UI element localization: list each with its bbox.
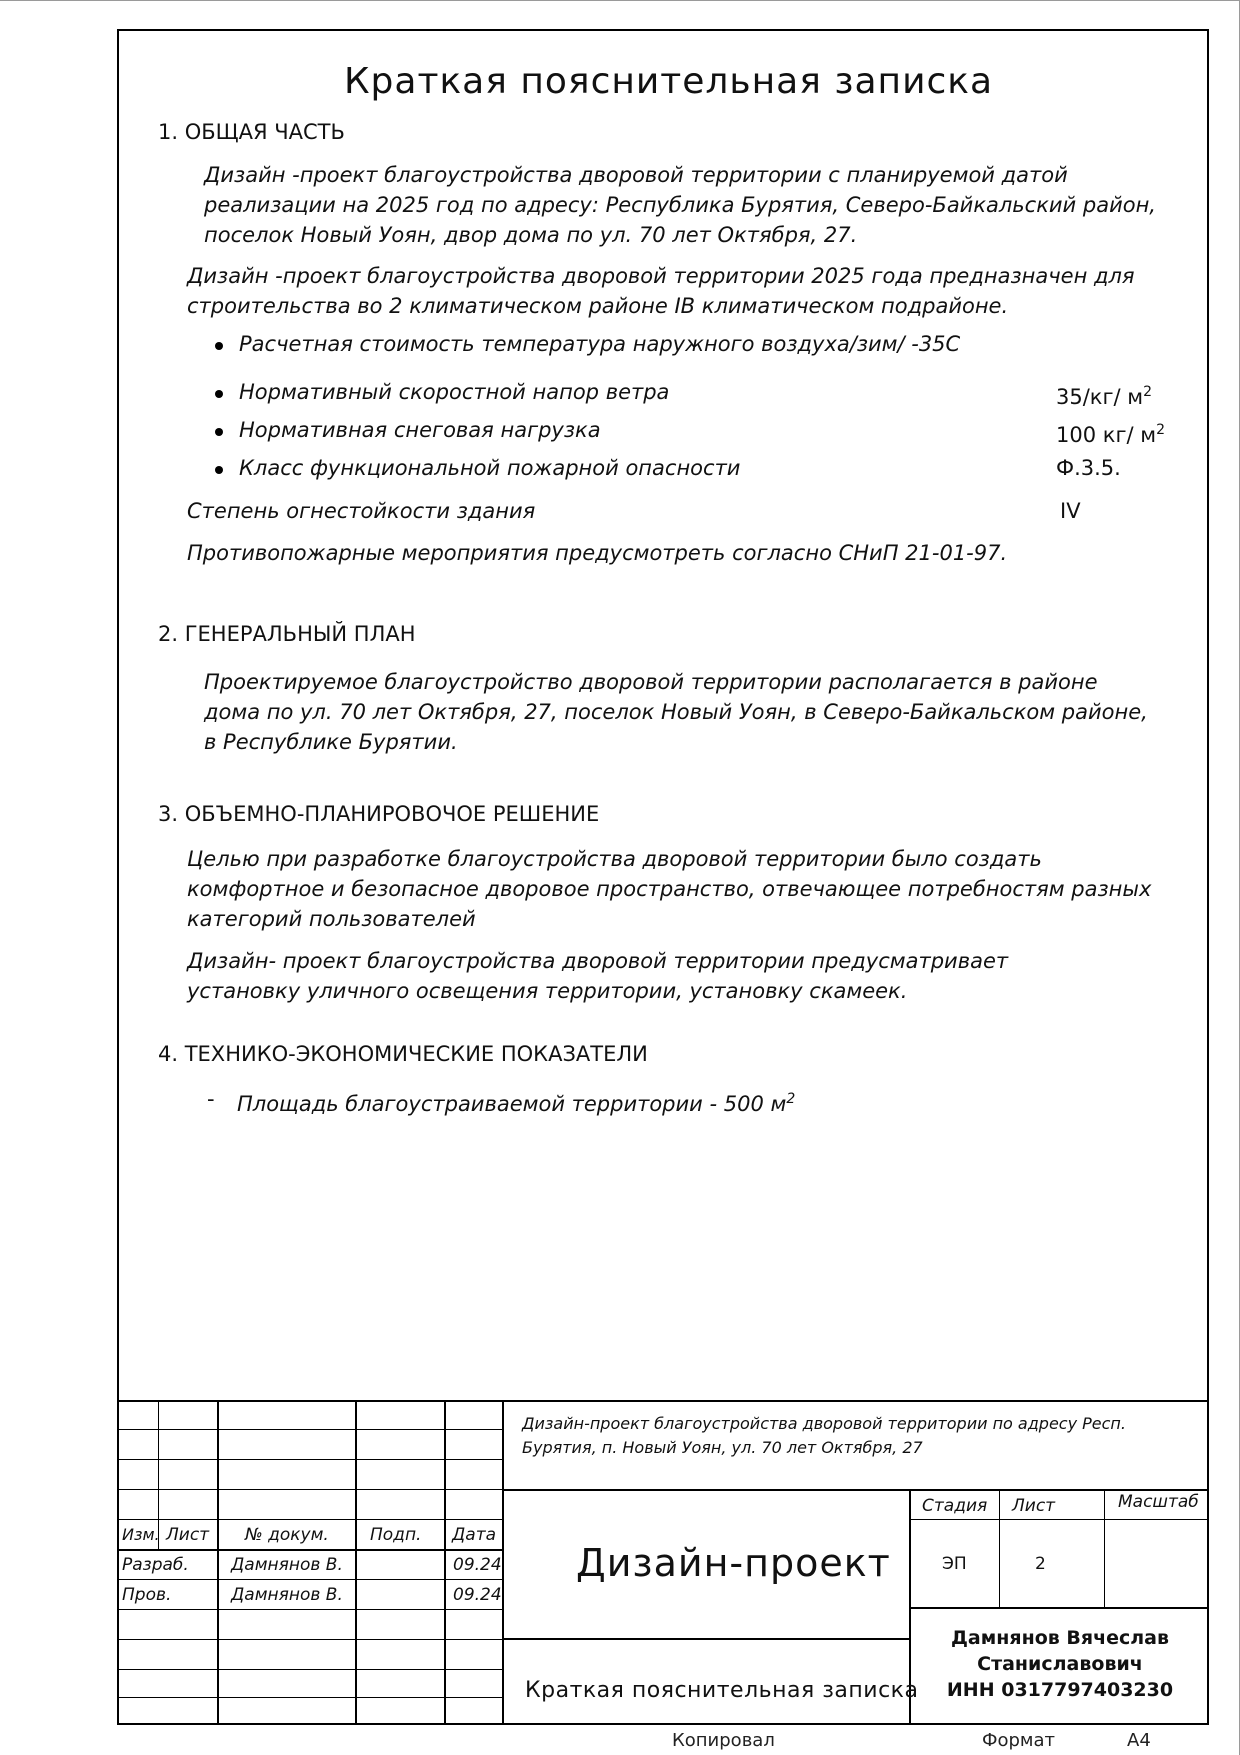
bullet-icon: [215, 466, 223, 474]
format-label: Формат: [982, 1730, 1056, 1751]
fire-resistance-label: Степень огнестойкости здания: [187, 499, 536, 523]
project-description: Дизайн-проект благоустройства дворовой территории по адресу Респ. Бурятия, п. Новый Уоян, ул. 70 лет Октября, 27: [522, 1414, 1126, 1457]
paragraph-line: дома по ул. 70 лет Октября, 27, поселок Новый Уоян, в Северо-Байкальском районе,: [204, 700, 1148, 724]
format-value: А4: [1127, 1730, 1151, 1751]
paragraph-line: категорий пользователей: [187, 907, 476, 931]
org-name-line: Станиславович: [977, 1653, 1143, 1675]
header-col-change: Изм.: [122, 1525, 160, 1544]
paragraph-line: в Республике Бурятии.: [204, 730, 458, 754]
paragraph-line: Целью при разработке благоустройства дворовой территории было создать: [187, 847, 1042, 871]
organization: [911, 1625, 1209, 1703]
project-type: Дизайн-проект: [576, 1541, 891, 1585]
page-title: Краткая пояснительная записка: [344, 61, 994, 102]
header-col-date: Дата: [452, 1525, 497, 1545]
row-date: 09.24: [453, 1585, 502, 1605]
section-heading-general: 1. ОБЩАЯ ЧАСТЬ: [158, 120, 345, 144]
copied-label: Копировал: [672, 1730, 775, 1751]
stage-value: ЭП: [942, 1554, 967, 1574]
section-heading-general-plan: 2. ГЕНЕРАЛЬНЫЙ ПЛАН: [158, 622, 416, 646]
drawing-frame: [117, 29, 1209, 1725]
paragraph-line: Дизайн -проект благоустройства дворовой территории 2025 года предназначен для: [187, 264, 1135, 288]
area-indicator: Площадь благоустраиваемой территории - 500 $м^2$: [237, 1091, 796, 1116]
paragraph-line: Проектируемое благоустройство дворовой территории располагается в районе: [204, 670, 1098, 694]
bullet-label: Нормативная снеговая нагрузка: [239, 418, 601, 442]
header-col-sheet: Лист: [166, 1525, 210, 1545]
sheet-edge: [0, 0, 1240, 1]
paragraph-line: Дизайн -проект благоустройства дворовой территории с планируемой датой: [204, 163, 1068, 187]
fire-measures: Противопожарные мероприятия предусмотреть согласно СНиП 21-01-97.: [187, 541, 1008, 565]
org-name-line: Дамнянов Вячеслав: [950, 1627, 1170, 1649]
paragraph-line: Дизайн- проект благоустройства дворовой территории предусматривает: [187, 949, 1009, 973]
row-role: Разраб.: [122, 1555, 189, 1575]
header-col-signature: Подп.: [370, 1525, 422, 1545]
bullet-value: 100 кг/ $м^2$: [1056, 422, 1165, 447]
bullet-label: Класс функциональной пожарной опасности: [239, 456, 741, 480]
row-role: Пров.: [122, 1585, 172, 1605]
bullet-value: 35/кг/ $м^2$: [1056, 384, 1153, 409]
org-tax-id: ИНН 0317797403230: [946, 1679, 1174, 1701]
bullet-label: Нормативный скоростной напор ветра: [239, 380, 670, 404]
sheet-value: 2: [1035, 1554, 1046, 1574]
scale-label: Масштаб: [1118, 1492, 1199, 1512]
bullet-icon: [215, 428, 223, 436]
section-heading-indicators: 4. ТЕХНИКО-ЭКОНОМИЧЕСКИЕ ПОКАЗАТЕЛИ: [158, 1042, 648, 1066]
bullet-label: Расчетная стоимость температура наружного воздуха/зим/ -35С: [239, 332, 961, 356]
bullet-icon: [215, 342, 223, 350]
section-heading-planning: 3. ОБЪЕМНО-ПЛАНИРОВОЧОЕ РЕШЕНИЕ: [158, 802, 600, 826]
sheet-label: Лист: [1012, 1496, 1056, 1516]
list-dash: -: [207, 1087, 215, 1111]
doc-title: Краткая пояснительная записка: [525, 1678, 919, 1703]
row-name: Дамнянов В.: [231, 1555, 343, 1575]
bullet-icon: [215, 390, 223, 398]
header-col-doc-number: № докум.: [245, 1525, 329, 1545]
bullet-value: Ф.3.5.: [1056, 456, 1121, 480]
stage-label: Стадия: [922, 1496, 988, 1516]
paragraph-line: реализации на 2025 год по адресу: Республика Бурятия, Северо-Байкальский район,: [204, 193, 1156, 217]
paragraph-line: установку уличного освещения территории, установку скамеек.: [187, 979, 908, 1003]
fire-resistance-value: IV: [1060, 499, 1081, 523]
row-date: 09.24: [453, 1555, 502, 1575]
paragraph-line: строительства во 2 климатическом районе IB климатическом подрайоне.: [187, 294, 1009, 318]
paragraph-line: комфортное и безопасное дворовое пространство, отвечающее потребностям разных: [187, 877, 1152, 901]
row-name: Дамнянов В.: [231, 1585, 343, 1605]
paragraph-line: поселок Новый Уоян, двор дома по ул. 70 лет Октября, 27.: [204, 223, 858, 247]
